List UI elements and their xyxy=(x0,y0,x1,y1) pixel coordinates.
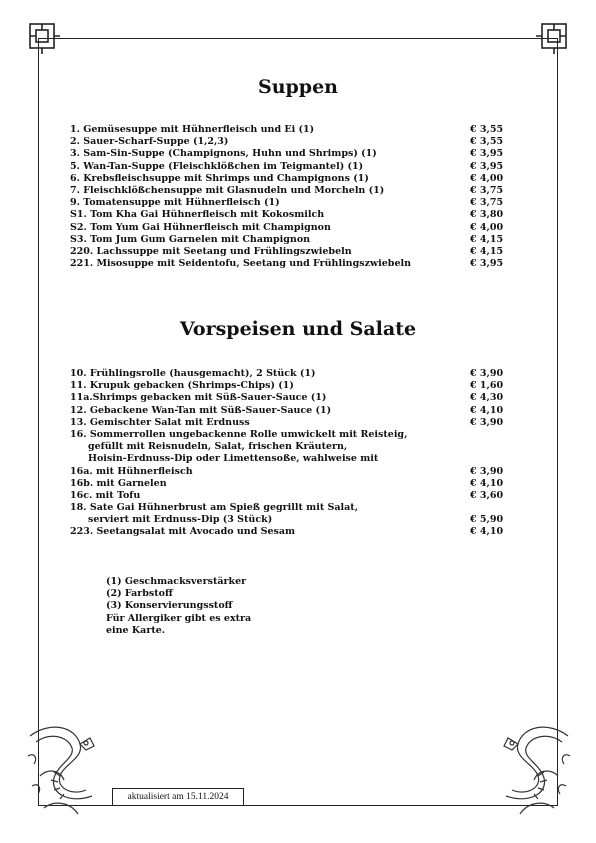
menu-item-description: 6. Krebsfleischsuppe mit Shrimps und Champignons (1) xyxy=(70,172,369,184)
menu-item-row xyxy=(70,368,530,380)
menu-item-row xyxy=(70,392,530,404)
starters-menu-list xyxy=(70,368,530,539)
menu-item-price: € 4,00 xyxy=(470,221,504,233)
menu-item-row xyxy=(70,124,530,136)
menu-item-row xyxy=(70,246,530,258)
menu-item-description: 1. Gemüsesuppe mit Hühnerfleisch und Ei (1) xyxy=(70,124,315,135)
menu-item-price: € 3,55 xyxy=(470,124,504,135)
note-line: Für Allergiker gibt es extra xyxy=(106,612,252,624)
menu-item-description: serviert mit Erdnuss-Dip (3 Stück) xyxy=(88,514,273,526)
note-line: (2) Farbstoff xyxy=(106,588,173,600)
soups-section-title: Suppen xyxy=(257,76,338,98)
menu-item-price: € 4,10 xyxy=(470,526,504,538)
note-line: (1) Geschmacksverstärker xyxy=(106,576,247,587)
menu-item-description: gefüllt mit Reisnudeln, Salat, frischen Kräutern, xyxy=(88,441,348,453)
menu-item-price: € 3,75 xyxy=(470,184,504,196)
menu-item-row xyxy=(70,405,530,417)
menu-item-price: € 3,90 xyxy=(470,416,504,428)
menu-item-row xyxy=(70,502,530,514)
menu-item-row xyxy=(70,466,530,478)
dragon-illustration-icon xyxy=(20,716,110,826)
soups-menu-list xyxy=(70,124,530,270)
menu-item-price xyxy=(470,429,530,441)
menu-item-description: 16c. mit Tofu xyxy=(70,489,141,501)
corner-fret-ornament-icon xyxy=(532,20,570,58)
menu-item-price: € 3,80 xyxy=(470,209,504,221)
dragon-illustration-icon xyxy=(488,716,578,826)
menu-item-description: 2. Sauer-Scharf-Suppe (1,2,3) xyxy=(70,136,229,148)
menu-item-row xyxy=(70,380,530,392)
menu-item-price: € 3,90 xyxy=(470,465,504,477)
menu-item-price: € 4,15 xyxy=(470,233,504,245)
menu-item-price: € 3,75 xyxy=(470,197,504,209)
menu-item-price: € 3,95 xyxy=(470,160,504,172)
menu-item-row xyxy=(70,453,530,465)
menu-item-row xyxy=(70,490,530,502)
menu-item-row xyxy=(70,136,530,148)
menu-item-price: € 4,00 xyxy=(470,172,504,184)
menu-item-price: € 4,15 xyxy=(470,245,504,257)
menu-item-price: € 3,90 xyxy=(470,368,504,379)
menu-item-row xyxy=(70,197,530,209)
menu-item-description: 7. Fleischklößchensuppe mit Glasnudeln und Morcheln (1) xyxy=(70,184,385,196)
menu-item-row xyxy=(70,209,530,221)
menu-item-description: 3. Sam-Sin-Suppe (Champignons, Huhn und Shrimps) (1) xyxy=(70,148,377,160)
menu-item-price: € 4,10 xyxy=(470,477,504,489)
starters-section-title: Vorspeisen und Salate xyxy=(179,318,417,340)
menu-item-row xyxy=(70,417,530,429)
menu-item-row xyxy=(70,161,530,173)
corner-fret-ornament-icon xyxy=(26,20,64,58)
menu-item-description: 223. Seetangsalat mit Avocado und Sesam xyxy=(70,526,296,538)
menu-item-price: € 5,90 xyxy=(470,514,504,526)
frame-right-line xyxy=(557,38,558,805)
menu-item-description: 220. Lachssuppe mit Seetang und Frühlingszwiebeln xyxy=(70,245,352,257)
menu-item-description: 12. Gebackene Wan-Tan mit Süß-Sauer-Sauce (1) xyxy=(70,404,332,416)
menu-item-price: € 3,95 xyxy=(470,148,504,160)
frame-top-line xyxy=(38,38,558,39)
menu-item-price: € 3,55 xyxy=(470,136,504,148)
menu-item-price: € 3,60 xyxy=(470,489,504,501)
note-line: (3) Konservierungsstoff xyxy=(106,600,233,612)
menu-item-row xyxy=(70,258,530,270)
menu-item-description: S2. Tom Yum Gai Hühnerfleisch mit Champignon xyxy=(70,221,331,233)
menu-item-row xyxy=(70,234,530,246)
menu-item-description: 10. Frühlingsrolle (hausgemacht), 2 Stück (1) xyxy=(70,368,316,379)
menu-item-row xyxy=(70,478,530,490)
menu-item-description: 16a. mit Hühnerfleisch xyxy=(70,465,193,477)
menu-item-price: € 4,30 xyxy=(470,392,504,404)
menu-item-description: 16b. mit Garnelen xyxy=(70,477,167,489)
menu-item-price: € 3,95 xyxy=(470,258,504,270)
menu-item-description: 5. Wan-Tan-Suppe (Fleischklößchen im Teigmantel) (1) xyxy=(70,160,364,172)
menu-item-description: Hoisin-Erdnuss-Dip oder Limettensoße, wahlweise mit xyxy=(88,453,379,465)
menu-item-description: 13. Gemischter Salat mit Erdnuss xyxy=(70,416,250,428)
menu-item-price xyxy=(470,453,530,465)
updated-date-box: aktualisiert am 15.11.2024 xyxy=(112,788,244,806)
menu-item-price: € 4,10 xyxy=(470,404,504,416)
menu-item-description: 9. Tomatensuppe mit Hühnerfleisch (1) xyxy=(70,197,280,209)
menu-item-row xyxy=(70,222,530,234)
note-line: eine Karte. xyxy=(106,624,166,636)
additive-notes xyxy=(106,576,251,637)
menu-item-description: 11a.Shrimps gebacken mit Süß-Sauer-Sauce (1) xyxy=(70,392,327,404)
menu-item-price xyxy=(470,502,530,514)
menu-item-description: 11. Krupuk gebacken (Shrimps-Chips) (1) xyxy=(70,380,294,392)
menu-item-description: S3. Tom Jum Gum Garnelen mit Champignon xyxy=(70,233,311,245)
menu-item-row xyxy=(70,514,530,526)
menu-item-price: € 1,60 xyxy=(470,380,504,392)
menu-item-description: 18. Sate Gai Hühnerbrust am Spieß gegrillt mit Salat, xyxy=(70,502,359,514)
menu-item-price xyxy=(470,441,530,453)
menu-item-description: 221. Misosuppe mit Seidentofu, Seetang und Frühlingszwiebeln xyxy=(70,258,411,270)
menu-item-row xyxy=(70,185,530,197)
frame-left-line xyxy=(38,38,39,805)
menu-item-row xyxy=(70,429,530,441)
menu-item-row xyxy=(70,526,530,538)
menu-item-row xyxy=(70,148,530,160)
menu-item-row xyxy=(70,173,530,185)
menu-item-description: 16. Sommerrollen ungebackenne Rolle umwickelt mit Reisteig, xyxy=(70,428,408,440)
menu-item-row xyxy=(70,441,530,453)
menu-item-description: S1. Tom Kha Gai Hühnerfleisch mit Kokosmilch xyxy=(70,209,325,221)
